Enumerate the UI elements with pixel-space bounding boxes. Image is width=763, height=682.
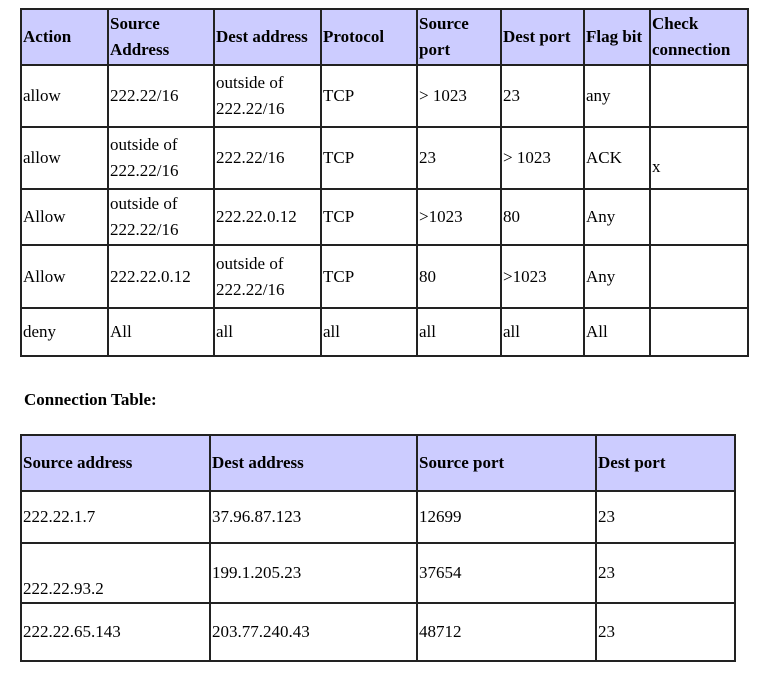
cell-dest-address: 222.22.0.12 <box>214 189 321 245</box>
cell-dest-port: >1023 <box>501 245 584 308</box>
cell-protocol: TCP <box>321 189 417 245</box>
header-source-port: Source port <box>417 435 596 491</box>
cell-source-address: outside of 222.22/16 <box>108 189 214 245</box>
cell-dest-address: all <box>214 308 321 356</box>
header-source-address: Source address <box>21 435 210 491</box>
cell-flag-bit: Any <box>584 189 650 245</box>
cell-dest-port: > 1023 <box>501 127 584 189</box>
cell-source-address: 222.22.0.12 <box>108 245 214 308</box>
cell-source-port: 37654 <box>417 543 596 603</box>
connection-table-heading: Connection Table: <box>24 390 157 409</box>
cell-dest-port: 23 <box>596 543 735 603</box>
cell-protocol: TCP <box>321 245 417 308</box>
cell-source-address: All <box>108 308 214 356</box>
header-protocol: Protocol <box>321 9 417 65</box>
header-flag-bit: Flag bit <box>584 9 650 65</box>
table-row <box>21 245 748 308</box>
firewall-rules-table <box>20 8 749 357</box>
cell-source-address: 222.22.1.7 <box>21 491 210 543</box>
cell-source-port: 48712 <box>417 603 596 661</box>
check-mark: x <box>652 157 661 176</box>
cell-action: deny <box>21 308 108 356</box>
cell-action: Allow <box>21 245 108 308</box>
table-row <box>21 127 748 189</box>
cell-source-address: 222.22.65.143 <box>21 603 210 661</box>
cell-dest-port: 80 <box>501 189 584 245</box>
header-check-connection: Check connection <box>650 9 748 65</box>
header-action: Action <box>21 9 108 65</box>
cell-source-port: >1023 <box>417 189 501 245</box>
cell-flag-bit: All <box>584 308 650 356</box>
cell-source-address: 222.22.93.2 <box>21 543 210 603</box>
table-row <box>21 189 748 245</box>
header-dest-address: Dest address <box>214 9 321 65</box>
connection-table <box>20 434 736 662</box>
cell-flag-bit: ACK <box>584 127 650 189</box>
cell-action: Allow <box>21 189 108 245</box>
cell-action: allow <box>21 127 108 189</box>
header-source-address: Source Address <box>108 9 214 65</box>
cell-check-connection <box>650 189 748 245</box>
cell-check-connection <box>650 245 748 308</box>
cell-protocol: TCP <box>321 65 417 127</box>
cell-protocol: all <box>321 308 417 356</box>
cell-protocol: TCP <box>321 127 417 189</box>
cell-dest-port: 23 <box>501 65 584 127</box>
cell-action: allow <box>21 65 108 127</box>
cell-source-port: 23 <box>417 127 501 189</box>
header-dest-port: Dest port <box>596 435 735 491</box>
table-row <box>21 491 735 543</box>
cell-check-connection <box>650 308 748 356</box>
cell-dest-address: outside of 222.22/16 <box>214 245 321 308</box>
cell-check-connection <box>650 65 748 127</box>
header-source-port: Source port <box>417 9 501 65</box>
header-dest-port: Dest port <box>501 9 584 65</box>
cell-source-address: 222.22/16 <box>108 65 214 127</box>
cell-dest-port: all <box>501 308 584 356</box>
table-row <box>21 308 748 356</box>
cell-dest-address: 199.1.205.23 <box>210 543 417 603</box>
connection-header-row <box>21 435 735 491</box>
cell-check-connection <box>650 127 748 189</box>
cell-source-port: > 1023 <box>417 65 501 127</box>
cell-dest-port: 23 <box>596 491 735 543</box>
cell-source-port: 80 <box>417 245 501 308</box>
cell-dest-port: 23 <box>596 603 735 661</box>
cell-flag-bit: Any <box>584 245 650 308</box>
cell-dest-address: 203.77.240.43 <box>210 603 417 661</box>
cell-source-port: 12699 <box>417 491 596 543</box>
rules-header-row <box>21 9 748 65</box>
cell-flag-bit: any <box>584 65 650 127</box>
header-dest-address: Dest address <box>210 435 417 491</box>
table-row <box>21 543 735 603</box>
table-row <box>21 603 735 661</box>
cell-dest-address: outside of 222.22/16 <box>214 65 321 127</box>
cell-dest-address: 222.22/16 <box>214 127 321 189</box>
table-row <box>21 65 748 127</box>
cell-source-port: all <box>417 308 501 356</box>
cell-dest-address: 37.96.87.123 <box>210 491 417 543</box>
cell-source-address: outside of 222.22/16 <box>108 127 214 189</box>
